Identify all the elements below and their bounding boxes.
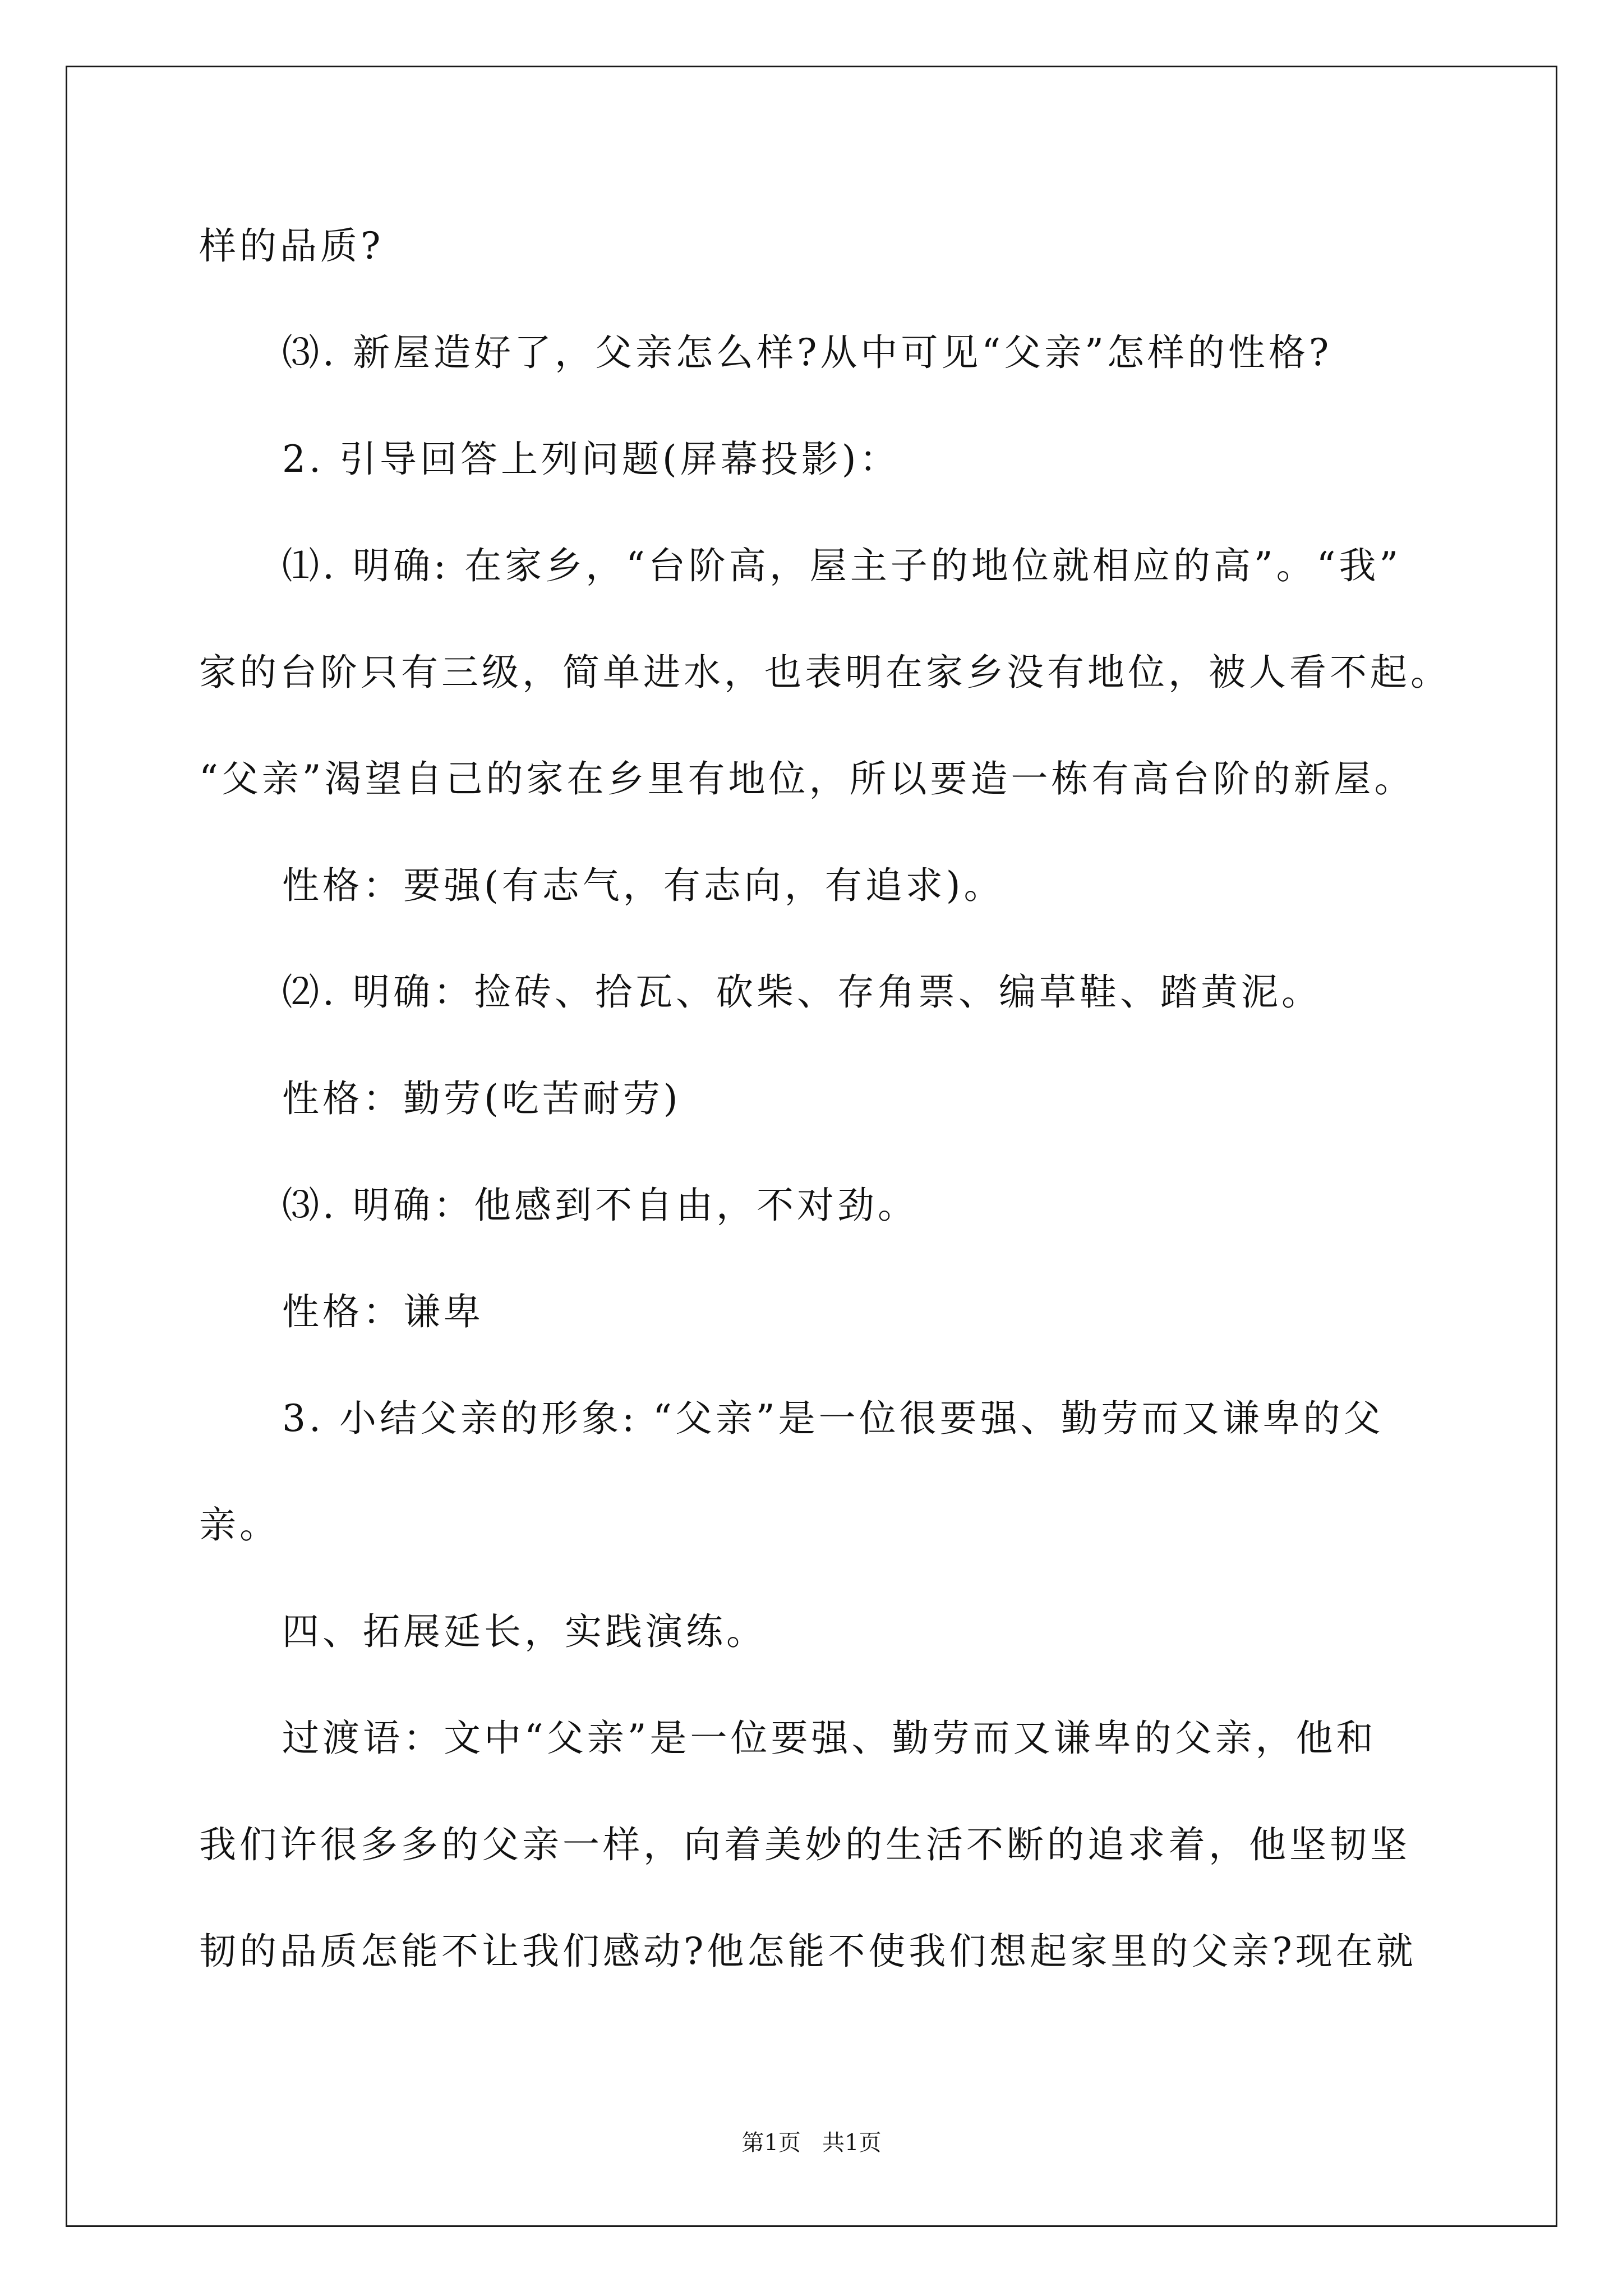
text-line: 性格：要强(有志气，有志向，有追求)。 (282, 864, 1004, 907)
text-line: 性格：谦卑 (282, 1290, 484, 1333)
text-line: 亲。 (199, 1503, 280, 1547)
text-line: “父亲”渴望自己的家在乡里有地位，所以要造一栋有高台阶的新屋。 (199, 757, 1415, 800)
text-line: 家的台阶只有三级，简单进水，也表明在家乡没有地位，被人看不起。 (199, 651, 1451, 694)
page-number-footer: 第1页 共1页 (741, 2130, 882, 2156)
text-line: 四、拓展延长，实践演练。 (282, 1610, 767, 1653)
text-line: ⑵. 明确：捡砖、拾瓦、砍柴、存角票、编草鞋、踏黄泥。 (282, 970, 1322, 1014)
text-line: 性格：勤劳(吃苦耐劳) (282, 1077, 681, 1120)
text-line: 我们许很多多的父亲一样，向着美妙的生活不断的追求着，他坚韧坚 (199, 1823, 1410, 1866)
text-line: ⑶. 新屋造好了，父亲怎么样?从中可见“父亲”怎样的性格? (282, 331, 1332, 374)
page-border (66, 66, 1557, 2227)
text-line: 样的品质? (199, 224, 384, 268)
text-line: 过渡语：文中“父亲”是一位要强、勤劳而又谦卑的父亲，他和 (282, 1717, 1377, 1760)
text-line: ⑴. 明确: 在家乡，“台阶高，屋主子的地位就相应的高”。“我” (282, 544, 1402, 587)
text-line: ⑶. 明确：他感到不自由，不对劲。 (282, 1184, 918, 1227)
text-line: 韧的品质怎能不让我们感动?他怎能不使我们想起家里的父亲?现在就 (199, 1930, 1417, 1973)
text-line: 3. 小结父亲的形象: “父亲”是一位很要强、勤劳而又谦卑的父 (282, 1397, 1384, 1440)
text-line: 2. 引导回答上列问题(屏幕投影)： (282, 438, 900, 481)
